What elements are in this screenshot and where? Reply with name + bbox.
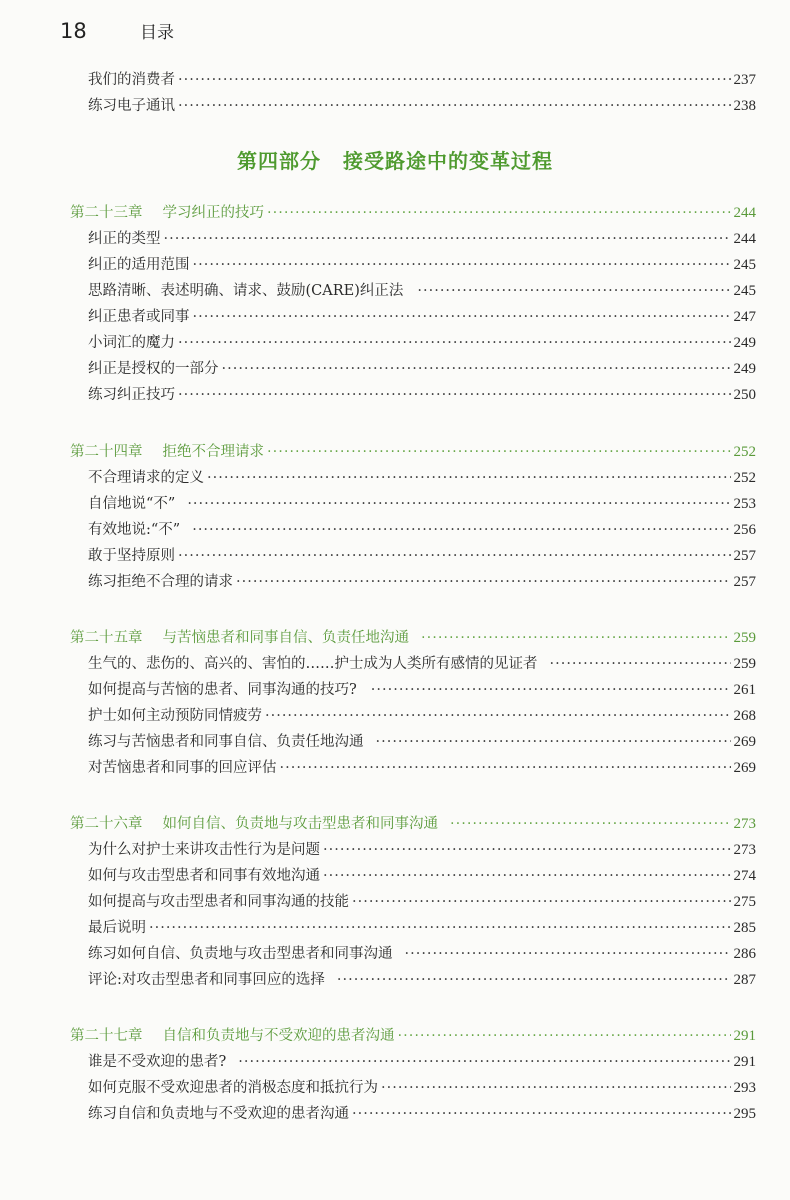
leader-dots [193,307,731,327]
chapter-entry[interactable] [70,203,756,225]
section-entry[interactable]: 有效地说:“不” ····· 256 [88,520,756,542]
running-head: 目录 [140,23,174,43]
chapter-number: 第二十六章 [70,816,143,832]
section-entry[interactable]: 最后说明 ····· 285 [88,918,756,940]
page-ref: 273 [733,816,756,832]
leader-dots [550,654,731,674]
section-entry[interactable]: 练习拒绝不合理的请求 ····· 257 [88,572,756,594]
chapter-number: 第二十三章 [70,205,143,221]
leader-dots [323,866,731,886]
section-entry[interactable]: 自信地说“不” ····· 253 [88,494,756,516]
chapter-number: 第二十四章 [70,444,143,460]
section-entry[interactable]: 纠正的适用范围 ····· 245 [88,255,756,277]
chapter-entry[interactable] [70,442,756,464]
section-entry[interactable]: 练习自信和负责地与不受欢迎的患者沟通 ····· 295 [88,1104,756,1126]
leader-dots [236,572,731,592]
leader-dots [222,359,731,379]
leader-dots [178,70,731,90]
leader-dots [352,892,731,912]
page-ref: 244 [733,205,756,221]
leader-dots [376,732,731,752]
leader-dots [405,944,731,964]
page-ref: 238 [733,98,756,114]
leader-dots [267,442,731,462]
page-header [60,18,174,48]
section-entry[interactable]: 为什么对护士来讲攻击性行为是问题 ····· 273 [88,840,756,862]
chapter-number: 第二十七章 [70,1028,143,1044]
leader-dots [238,1052,730,1072]
leader-dots [149,918,731,938]
leader-dots [178,385,731,405]
leader-dots [207,468,731,488]
section-entry[interactable]: 如何提高与苦恼的患者、同事沟通的技巧? ····· 261 [88,680,756,702]
leader-dots [164,229,731,249]
leader-dots [381,1078,731,1098]
chapter-title: 拒绝不合理请求 [162,444,264,460]
leader-dots [417,281,730,301]
toc-entry[interactable]: 练习电子通讯 ····· 238 [88,96,756,118]
leader-dots [178,546,731,566]
section-entry[interactable]: 思路清晰、表述明确、请求、鼓励(CARE)纠正法 ····· 245 [88,281,756,303]
leader-dots [265,706,731,726]
section-entry[interactable]: 练习纠正技巧 ····· 250 [88,385,756,407]
chapter-title: 学习纠正的技巧 [162,205,264,221]
toc-entry[interactable]: 我们的消费者 ····· 237 [88,70,756,92]
section-entry[interactable]: 对苦恼患者和同事的回应评估 ····· 269 [88,758,756,780]
section-entry[interactable]: 纠正的类型 ····· 244 [88,229,756,251]
leader-dots [267,203,731,223]
chapter-title: 如何自信、负责地与攻击型患者和同事沟通 [162,816,438,832]
section-entry[interactable]: 纠正是授权的一部分 ····· 249 [88,359,756,381]
section-entry[interactable]: 如何克服不受欢迎患者的消极态度和抵抗行为 ····· 293 [88,1078,756,1100]
section-entry[interactable]: 不合理请求的定义 ····· 252 [88,468,756,490]
chapter-number: 第二十五章 [70,630,143,646]
chapter-entry[interactable] [70,814,756,836]
section-entry[interactable]: 护士如何主动预防同情疲劳 ····· 268 [88,706,756,728]
leader-dots [323,840,731,860]
section-entry[interactable]: 谁是不受欢迎的患者? ····· 291 [88,1052,756,1074]
part-title: 第四部分 接受路途中的变革过程 [237,149,553,173]
leader-dots [450,814,731,834]
leader-dots [178,96,731,116]
leader-dots [337,970,731,990]
section-entry[interactable]: 生气的、悲伤的、高兴的、害怕的……护士成为人类所有感情的见证者 ····· 259 [88,654,756,676]
section-entry[interactable]: 练习如何自信、负责地与攻击型患者和同事沟通 ····· 286 [88,944,756,966]
section-entry[interactable]: 如何提高与攻击型患者和同事沟通的技能 ····· 275 [88,892,756,914]
section-entry[interactable]: 敢于坚持原则 ····· 257 [88,546,756,568]
leader-dots [352,1104,731,1124]
leader-dots [421,628,731,648]
leader-dots [280,758,731,778]
section-entry[interactable]: 评论:对攻击型患者和同事回应的选择 ····· 287 [88,970,756,992]
page-ref: 237 [733,72,756,88]
section-entry[interactable]: 如何与攻击型患者和同事有效地沟通 ····· 274 [88,866,756,888]
leader-dots [193,255,731,275]
section-entry[interactable]: 纠正患者或同事 ····· 247 [88,307,756,329]
leader-dots [178,333,731,353]
leader-dots [398,1026,731,1046]
chapter-entry[interactable] [70,628,756,650]
leader-dots [187,494,730,514]
leader-dots [371,680,731,700]
page-ref: 252 [733,444,756,460]
chapter-title: 自信和负责地与不受欢迎的患者沟通 [162,1028,395,1044]
chapter-entry[interactable] [70,1026,756,1048]
section-entry[interactable]: 小词汇的魔力 ····· 249 [88,333,756,355]
page-ref: 291 [733,1028,756,1044]
leader-dots [192,520,730,540]
chapter-title: 与苦恼患者和同事自信、负责任地沟通 [162,630,409,646]
page-number: 18 [60,19,87,43]
page-ref: 259 [733,630,756,646]
section-entry[interactable]: 练习与苦恼患者和同事自信、负责任地沟通 ····· 269 [88,732,756,754]
